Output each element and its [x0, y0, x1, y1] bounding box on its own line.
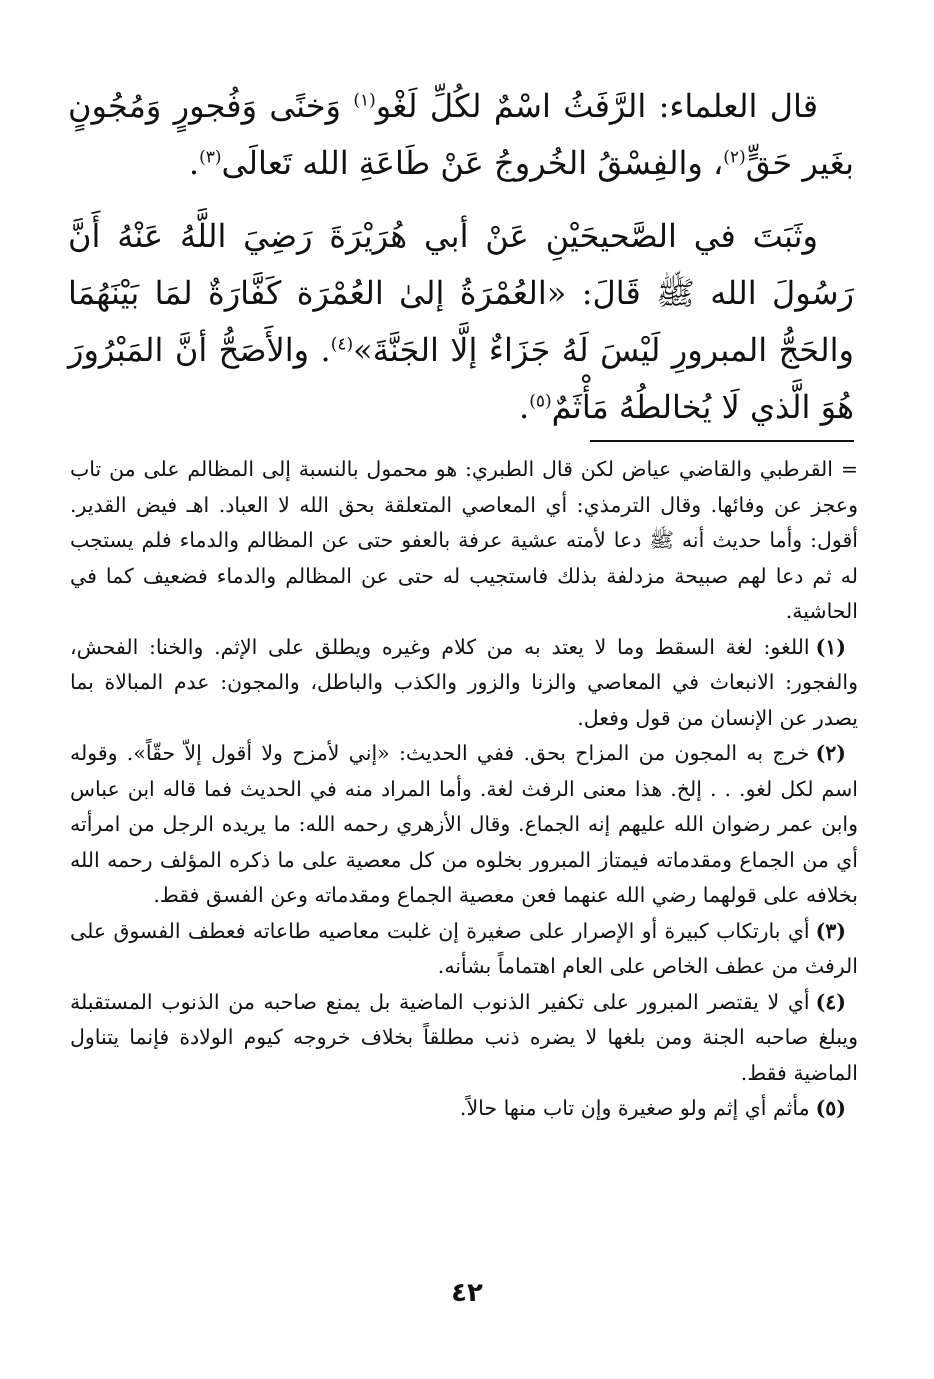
main-paragraph-1-text-a: قال العلماء: الرَّفَثُ اسْمٌ لكُلِّ لَغْو	[375, 87, 819, 125]
footnote-1	[70, 630, 858, 737]
footnote-2-text: خرج به المجون من المزاح بحق. ففي الحديث: «إني لأمزح ولا أقول إلاّ حقّاً». وقوله اسم لكل لغو. . . إلخ. هذا معنى الرفث لغة. وأما المراد منه في الحديث فما قاله ابن عباس وابن عمر رضوان الله عليهم إنه الجماع. وقال الأزهري رحمه الله: ما يريده الرجل من امرأته أي من الجماع ومقدماته فيمتاز المبرور بخلوه من كل معصية على ما ذكره المؤلف رحمه الله بخلافه على قولهما رضي الله عنهما فعن معصية الجماع ومقدماته وعن الفسق فقط.	[70, 741, 858, 907]
main-paragraph-2	[68, 208, 854, 436]
main-paragraph-2-text-b: . والأَصَحُّ أنَّ المَبْرُورَ هُوَ الَّذي لَا يُخالطُهُ مَأْثَمٌ	[68, 331, 854, 426]
footnote-5	[70, 1091, 858, 1127]
footnote-ref-5: (٥)	[529, 391, 552, 412]
main-paragraph-2-text-a: وثَبَتَ في الصَّحيحَيْنِ عَنْ أبي هُرَيْرَةَ رَضِيَ اللَّهُ عَنْهُ أَنَّ رَسُولَ الله ﷺ قَالَ: «العُمْرَةُ إلىٰ العُمْرَة كَفَّارَةٌ لمَا بَيْنَهُمَا والحَجُّ المبرورِ لَيْسَ لَهُ جَزَاءٌ إلَّا الجَنَّةَ»	[68, 217, 855, 369]
footnote-ref-4: (٤)	[330, 334, 354, 355]
main-paragraph-1-text-c: ، والفِسْقُ الخُروجُ عَنْ طَاعَةِ الله تَعالَى	[221, 144, 724, 182]
footnote-ref-1: (١)	[353, 90, 376, 111]
page-number: ٤٢	[451, 1278, 483, 1308]
footnote-4-number: (٤)	[815, 989, 846, 1014]
footnote-separator	[590, 440, 854, 442]
main-paragraph-1	[68, 78, 854, 192]
footnote-1-number: (١)	[815, 634, 846, 659]
footnote-3	[70, 914, 858, 985]
footnote-2	[70, 736, 858, 914]
main-paragraph-2-text-c: .	[519, 388, 530, 426]
footnote-continued: = القرطبي والقاضي عياض لكن قال الطبري: هو محمول بالنسبة إلى المظالم على من تاب وعجز عن وفائها. وقال الترمذي: أي المعاصي المتعلقة بحق الله لا العباد. اهـ فيض القدير. أقول: وأما حديث أنه ﷺ دعا لأمته عشية عرفة بالعفو حتى عن المظالم والدماء فلم يستجب له ثم دعا لهم صبيحة مزدلفة بذلك فاستجيب له حتى عن المظالم والدماء فضعيف كما في الحاشية.	[70, 457, 858, 623]
footnote-2-number: (٢)	[815, 741, 846, 765]
footnote-3-text: أي بارتكاب كبيرة أو الإصرار على صغيرة إن غلبت معاصيه طاعاته فعطف الفسوق على الرفث من عطف الخاص على العام اهتماماً بشأنه.	[70, 918, 858, 978]
footnote-5-text: مأثم أي إثم ولو صغيرة وإن تاب منها حالاً.	[459, 1096, 810, 1120]
footnote-ref-3: (٣)	[199, 147, 222, 168]
footnote-3-number: (٣)	[815, 918, 846, 943]
footnote-4-text: أي لا يقتصر المبرور على تكفير الذنوب الماضية بل يمنع صاحبه من الذنوب المستقبلة ويبلغ صاحبه الجنة ومن بلغها لا يضره ذنب مطلقاً بخلاف خروجه كيوم الولادة فإنما يتناول الماضية فقط.	[70, 989, 858, 1085]
footnote-ref-2: (٢)	[723, 147, 746, 168]
main-text	[68, 78, 854, 452]
footnote-1-text: اللغو: لغة السقط وما لا يعتد به من كلام وغيره ويطلق على الإثم. والخنا: الفحش، والفجور: الانبعاث في المعاصي والزنا والزور والكذب والباطل، والمجون: عدم المبالاة بما يصدر عن الإنسان من قول وفعل.	[70, 634, 858, 730]
main-paragraph-1-text-b: وَخنًى وَفُجورٍ وَمُجُونٍ بغَير حَقٍّ	[68, 87, 854, 182]
main-paragraph-1-text-d: .	[188, 144, 200, 182]
footnotes	[70, 452, 858, 1127]
footnote-4	[70, 985, 858, 1092]
footnote-5-number: (٥)	[815, 1096, 846, 1120]
